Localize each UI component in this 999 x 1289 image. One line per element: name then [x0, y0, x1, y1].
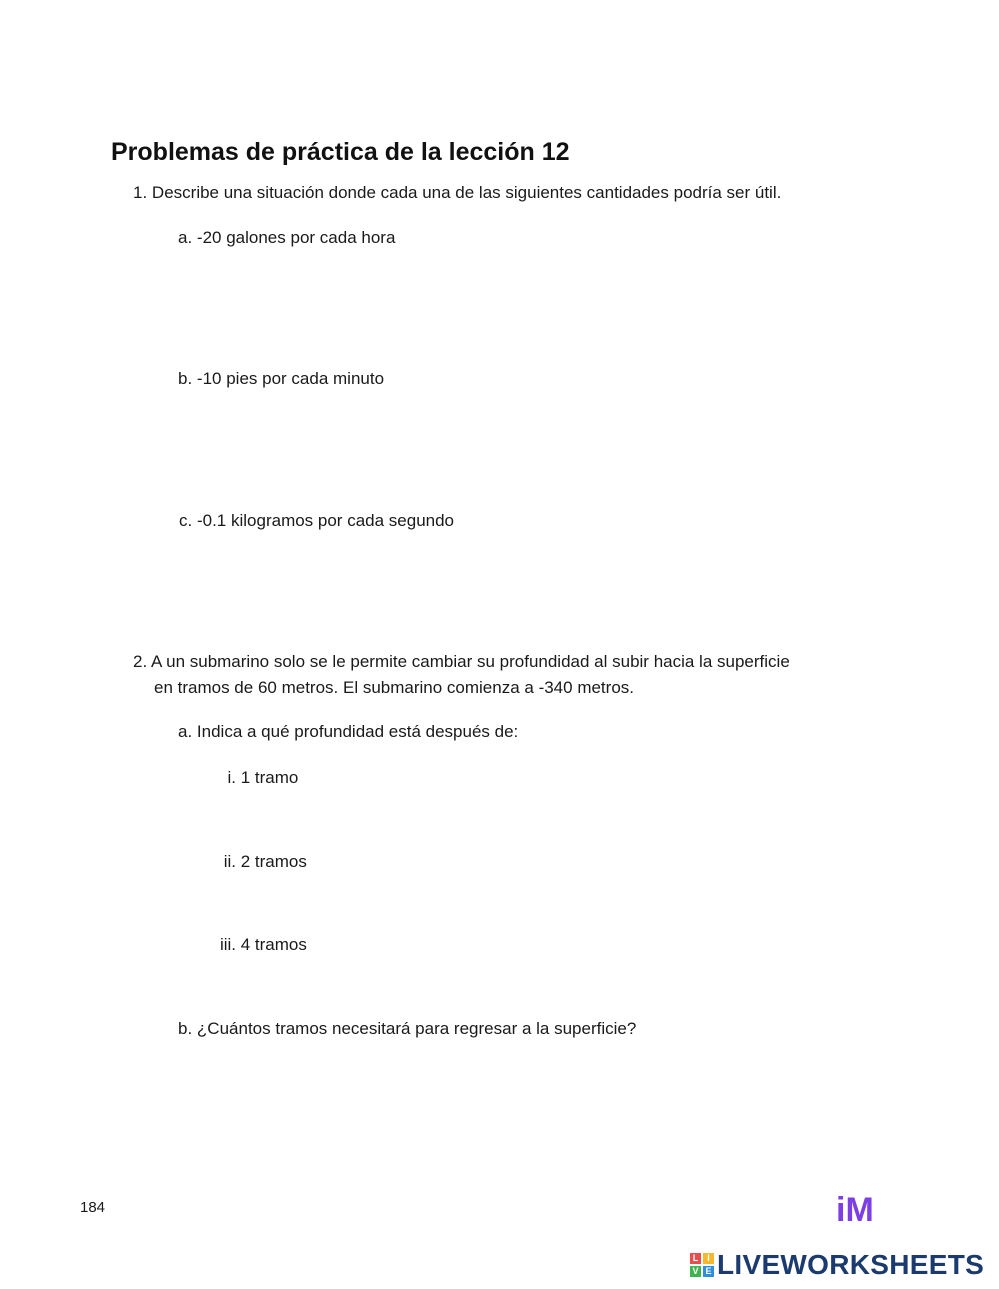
- brand-tile: V: [690, 1266, 701, 1277]
- im-logo-icon: [836, 1190, 876, 1226]
- question-1c-label: c.: [179, 511, 193, 530]
- question-2a: [178, 719, 518, 745]
- item-text: 1 tramo: [240, 768, 299, 787]
- question-1b-text: -10 pies por cada minuto: [196, 369, 385, 388]
- im-logo-text: iM: [836, 1191, 874, 1226]
- question-2-number: 2.: [133, 652, 148, 671]
- question-2b: [178, 1016, 636, 1042]
- brand-tile: I: [703, 1253, 714, 1264]
- page-number: 184: [80, 1199, 106, 1216]
- item-label: ii.: [223, 852, 236, 871]
- question-2b-text: ¿Cuántos tramos necesitará para regresar a la superficie?: [196, 1019, 637, 1038]
- question-2a-text: Indica a qué profundidad está después de:: [196, 722, 519, 741]
- question-2b-label: b.: [178, 1019, 193, 1038]
- question-2a-i: [210, 765, 298, 791]
- item-label: i.: [227, 768, 236, 787]
- page-title: Problemas de práctica de la lección 12: [111, 138, 570, 166]
- brand-tile: L: [690, 1253, 701, 1264]
- question-2: [133, 649, 790, 675]
- question-2-line2: en tramos de 60 metros. El submarino comienza a -340 metros.: [154, 678, 634, 697]
- question-2-line1: A un submarino solo se le permite cambiar su profundidad al subir hacia la superficie: [150, 652, 790, 671]
- item-text: 4 tramos: [240, 935, 307, 954]
- im-logo: [836, 1190, 876, 1226]
- question-1a-text: -20 galones por cada hora: [196, 228, 396, 247]
- brand-tile: E: [703, 1266, 714, 1277]
- question-1a-label: a.: [178, 228, 193, 247]
- question-1c: [179, 508, 454, 534]
- question-2a-ii: [210, 849, 307, 875]
- question-2a-label: a.: [178, 722, 193, 741]
- question-1a: [178, 225, 395, 251]
- brand-tiles: [690, 1253, 714, 1277]
- question-2a-iii: [210, 932, 307, 958]
- brand-name: LIVEWORKSHEETS: [717, 1249, 985, 1280]
- question-1: [133, 180, 781, 206]
- item-label: iii.: [219, 935, 236, 954]
- question-1-number: 1.: [133, 183, 148, 202]
- question-1b: [178, 366, 384, 392]
- liveworksheets-brand[interactable]: [690, 1248, 984, 1282]
- question-1c-text: -0.1 kilogramos por cada segundo: [196, 511, 455, 530]
- question-1-text: Describe una situación donde cada una de las siguientes cantidades podría ser útil.: [151, 183, 782, 202]
- question-1b-label: b.: [178, 369, 193, 388]
- item-text: 2 tramos: [240, 852, 307, 871]
